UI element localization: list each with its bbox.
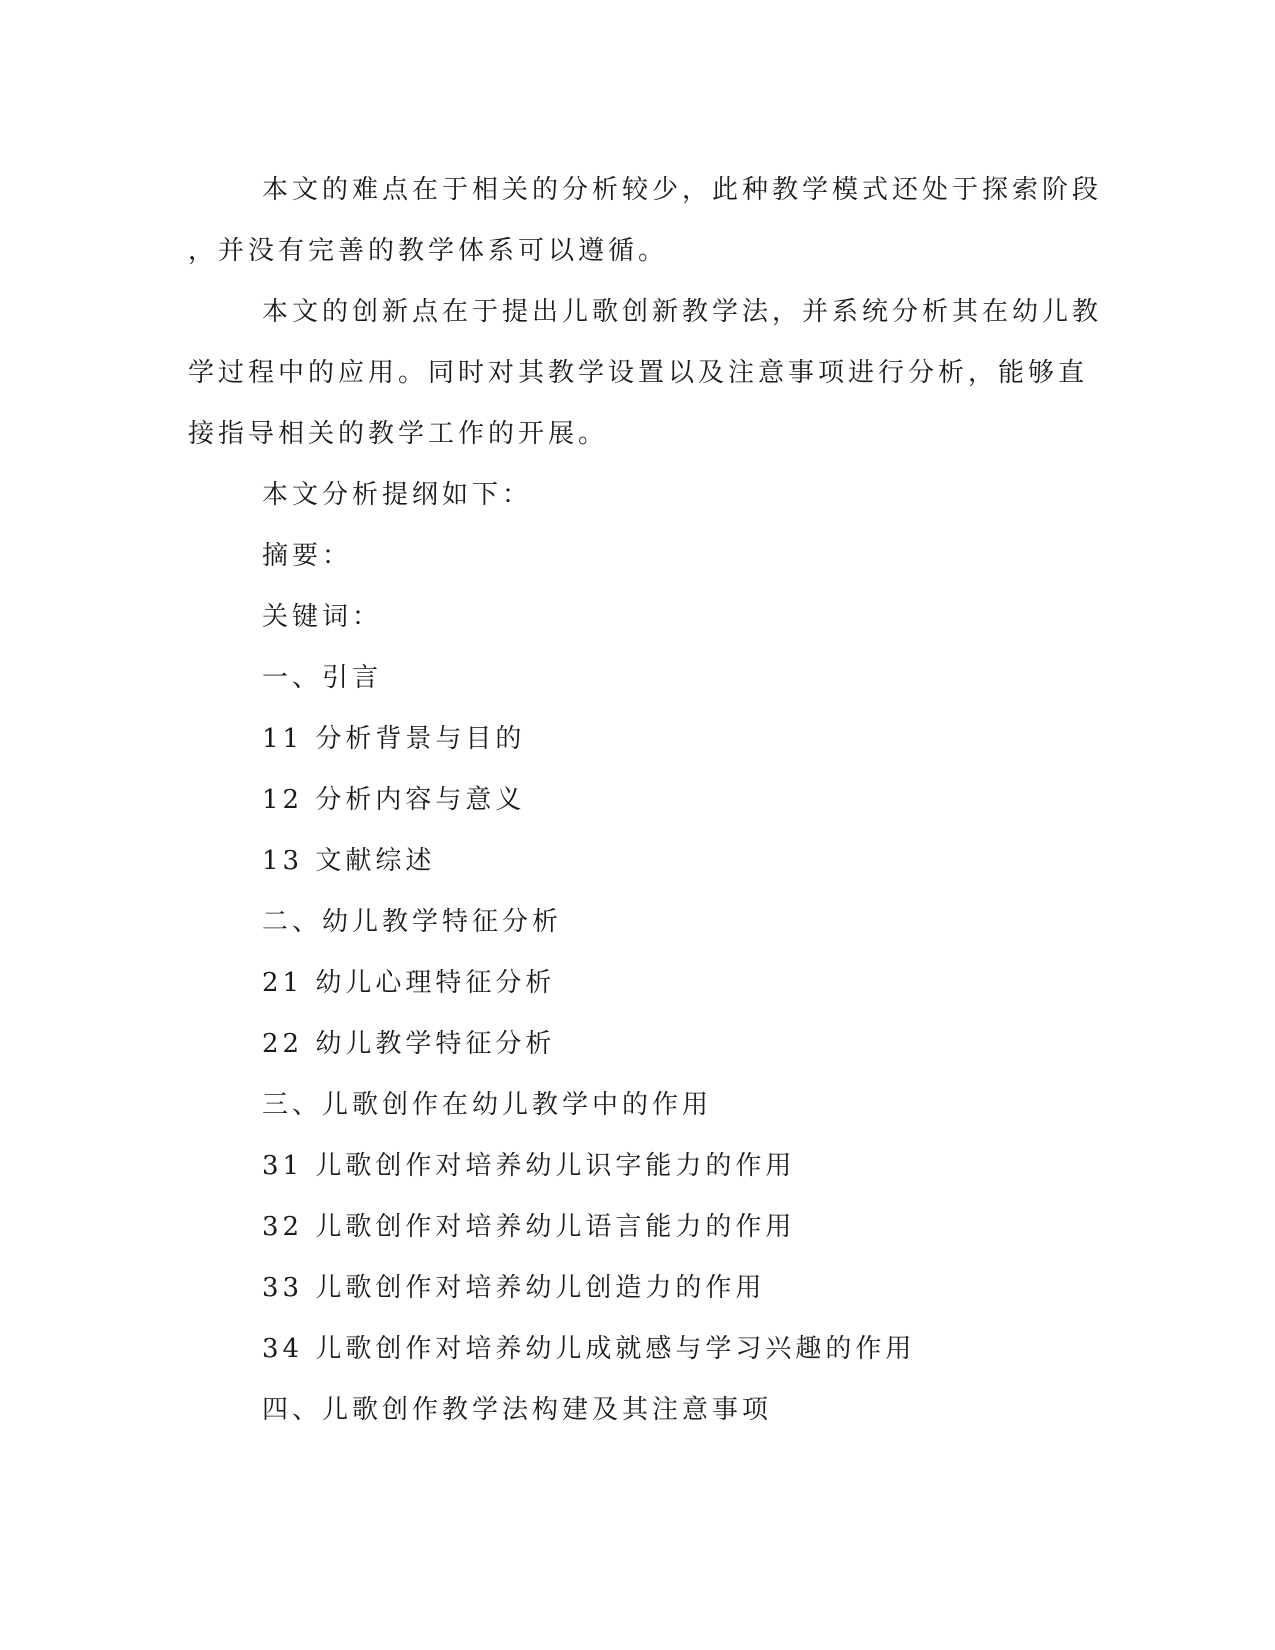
outline-item: 13 文献综述 [262,846,436,876]
paragraph-innovation [188,282,1103,465]
outline-item: 摘要： [262,541,353,571]
outline-item: 二、幼儿教学特征分析 [262,907,563,937]
outline-item: 12 分析内容与意义 [262,785,526,815]
paragraph-line: 接指导相关的教学工作的开展。 [188,419,609,449]
outline-item: 关键词： [262,602,383,632]
outline-item: 21 幼儿心理特征分析 [262,968,556,998]
outline-item: 11 分析背景与目的 [262,724,526,754]
paragraph-line: 学过程中的应用。同时对其教学设置以及注意事项进行分析，能够直 [188,358,1089,388]
paragraph-line: ，并没有完善的教学体系可以遵循。 [188,236,669,266]
outline-item: 34 儿歌创作对培养幼儿成就感与学习兴趣的作用 [262,1334,916,1364]
outline-item: 32 儿歌创作对培养幼儿语言能力的作用 [262,1212,796,1242]
outline-item: 一、引言 [262,663,383,693]
outline-item: 三、儿歌创作在幼儿教学中的作用 [262,1090,713,1120]
paragraph-line: 本文的创新点在于提出儿歌创新教学法，并系统分析其在幼儿教 [262,297,1103,327]
paragraph-difficulty [188,160,1103,282]
paragraph-line: 本文的难点在于相关的分析较少，此种教学模式还处于探索阶段 [262,175,1103,205]
outline-list [188,526,1068,1441]
outline-intro: 本文分析提纲如下： [262,480,533,510]
outline-item: 31 儿歌创作对培养幼儿识字能力的作用 [262,1151,796,1181]
document-body [188,160,1103,1441]
outline-item: 四、儿歌创作教学法构建及其注意事项 [262,1395,773,1425]
outline-item: 22 幼儿教学特征分析 [262,1029,556,1059]
outline-item: 33 儿歌创作对培养幼儿创造力的作用 [262,1273,766,1303]
